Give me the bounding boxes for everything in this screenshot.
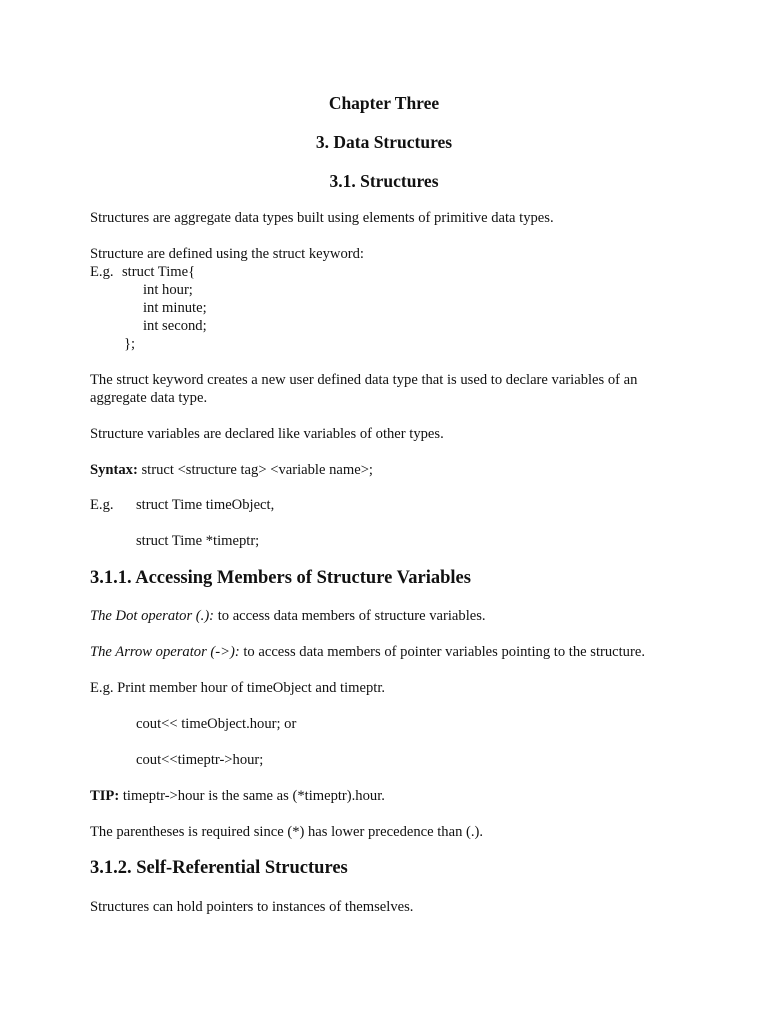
dot-operator-text: to access data members of structure variables. [217,608,486,624]
code-line: struct Time timeObject, [136,497,275,513]
arrow-operator-text: to access data members of pointer variables pointing to the structure. [243,644,645,660]
code-line: struct Time *timeptr; [136,533,260,549]
struct-paragraph-line: The struct keyword creates a new user defined data type that is used to declare variables of an [90,372,638,388]
parentheses-line: The parentheses is required since (*) has lower precedence than (.). [90,824,484,840]
code-line: cout<< timeObject.hour; or [136,716,297,732]
syntax-text: struct <structure tag> <variable name>; [141,462,373,478]
tip-text: timeptr->hour is the same as (*timeptr).hour. [122,788,385,804]
defined-line: Structure are defined using the struct keyword: [90,246,364,262]
dot-operator-line [90,607,486,625]
declared-line: Structure variables are declared like variables of other types. [90,426,444,442]
intro-paragraph: Structures are aggregate data types built using elements of primitive data types. [90,210,554,226]
code-line: cout<<timeptr->hour; [136,752,264,768]
code-line: int second; [143,318,207,334]
example-prefix: E.g. [90,264,114,280]
syntax-label: Syntax: [90,462,138,478]
chapter-title: Chapter Three [328,93,440,113]
syntax-line [90,461,373,479]
tip-line [90,787,385,805]
section-title: 3. Data Structures [315,132,453,152]
heading-self-referential: 3.1.2. Self-Referential Structures [90,858,348,878]
print-example-line: E.g. Print member hour of timeObject and timeptr. [90,680,386,696]
code-line: struct Time{ [122,264,196,280]
subsection-title: 3.1. Structures [329,171,439,191]
self-ref-line: Structures can hold pointers to instances of themselves. [90,899,414,915]
arrow-operator-line [90,643,645,661]
tip-label: TIP: [90,788,120,804]
arrow-operator-label: The Arrow operator (->): [90,644,240,660]
code-line: int hour; [143,282,193,298]
dot-operator-label: The Dot operator (.): [90,608,215,624]
code-line: }; [124,336,136,352]
struct-paragraph-line: aggregate data type. [90,390,208,406]
heading-accessing-members: 3.1.1. Accessing Members of Structure Variables [90,568,471,588]
example2-prefix: E.g. [90,497,114,513]
code-line: int minute; [143,300,207,316]
